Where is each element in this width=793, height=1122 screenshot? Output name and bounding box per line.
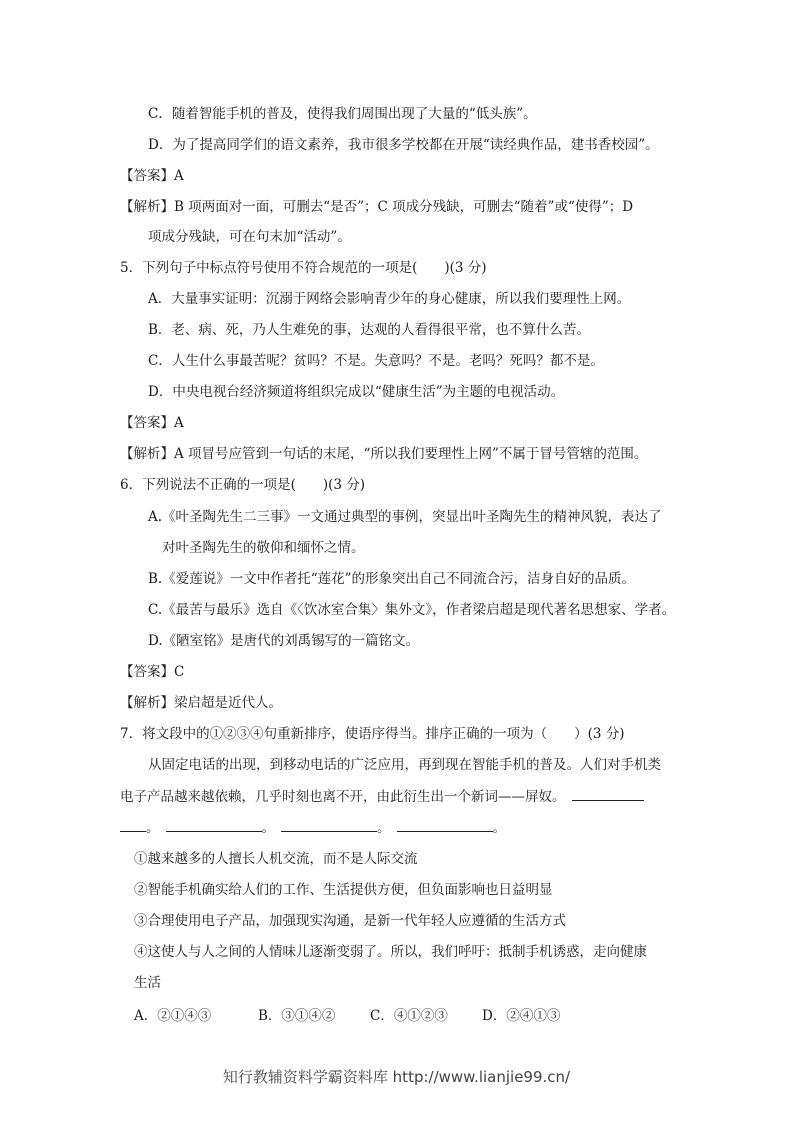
q7-choice-b: B．③①④② xyxy=(258,1008,336,1024)
q4-option-d: D．为了提高同学们的语文素养，我市很多学校都在开展“读经典作品，建书香校园”。 xyxy=(148,137,659,153)
q7-choice-c: C．④①②③ xyxy=(370,1008,448,1024)
q6-option-d: D.《陋室铭》是唐代的刘禹锡写的一篇铭文。 xyxy=(148,633,420,649)
answer-blank-3[interactable] xyxy=(281,817,377,832)
q5-option-c: C．人生什么事最苦呢？贫吗？不是。失意吗？不是。老吗？死吗？都不是。 xyxy=(148,353,604,369)
q5-answer: 【答案】A xyxy=(120,415,184,431)
q6-option-a-line2: 对叶圣陶先生的敬仰和缅怀之情。 xyxy=(162,540,365,556)
q6-option-c: C.《最苦与最乐》选自《〈饮冰室合集〉集外文》，作者梁启超是现代著名思想家、学者。 xyxy=(148,602,676,618)
answer-blank-4[interactable] xyxy=(397,817,493,832)
q7-item-4-line2: 生活 xyxy=(134,975,161,991)
q7-item-4-line1: ④这使人与人之间的人情味儿逐渐变弱了。所以，我们呼吁：抵制手机诱惑，走向健康 xyxy=(134,944,647,960)
q6-option-b: B.《爱莲说》一文中作者托“莲花”的形象突出自己不同流合污，洁身自好的品质。 xyxy=(148,571,636,587)
period: 。 xyxy=(146,820,160,836)
q4-analysis-line1: 【解析】B 项两面对一面，可删去“是否”；C 项成分残缺，可删去“随着”或“使得”；D xyxy=(120,199,634,215)
q7-choice-d: D．②④①③ xyxy=(482,1008,561,1024)
answer-blank-1b[interactable] xyxy=(120,817,146,832)
period: 。 xyxy=(377,820,391,836)
q7-item-1: ①越来越多的人擅长人机交流，而不是人际交流 xyxy=(134,851,418,867)
q6-stem: 6．下列说法不正确的一项是( )(3 分) xyxy=(120,477,366,493)
q5-option-a: A．大量事实证明：沉溺于网络会影响青少年的身心健康，所以我们要理性上网。 xyxy=(148,291,631,307)
answer-blank-1a[interactable] xyxy=(572,786,644,801)
q7-stem: 7．将文段中的①②③④句重新排序，使语序得当。排序正确的一项为（ ）(3 分) xyxy=(120,726,625,742)
q7-passage-line1: 从固定电话的出现，到移动电话的广泛应用，再到现在智能手机的普及。人们对手机类 xyxy=(148,757,661,773)
period: 。 xyxy=(261,820,275,836)
q4-answer: 【答案】A xyxy=(120,168,184,184)
q7-item-3: ③合理使用电子产品，加强现实沟通，是新一代年轻人应遵循的生活方式 xyxy=(134,913,566,929)
q7-blanks-row xyxy=(120,817,506,838)
q4-option-c: C．随着智能手机的普及，使得我们周围出现了大量的“低头族”。 xyxy=(148,106,537,122)
q6-analysis: 【解析】梁启超是近代人。 xyxy=(120,695,282,711)
q5-option-d: D．中央电视台经济频道将组织完成以“健康生活”为主题的电视活动。 xyxy=(148,384,565,400)
answer-blank-2[interactable] xyxy=(166,817,262,832)
q4-analysis-line2: 项成分残缺，可在句末加“活动”。 xyxy=(148,229,351,245)
q5-option-b: B．老、病、死，乃人生难免的事，达观的人看得很平常，也不算什么苦。 xyxy=(148,322,590,338)
footer-watermark: 知行教辅资料学霸资料库 http://www.lianjie99.cn/ xyxy=(222,1068,571,1086)
q7-passage-line2 xyxy=(120,786,644,807)
q7-item-2: ②智能手机确实给人们的工作、生活提供方便，但负面影响也日益明显 xyxy=(134,882,553,898)
period: 。 xyxy=(492,820,506,836)
q6-answer: 【答案】C xyxy=(120,664,185,680)
q5-analysis: 【解析】A 项冒号应管到一句话的末尾，“所以我们要理性上网”不属于冒号管辖的范围。 xyxy=(120,446,648,462)
q6-option-a-line1: A.《叶圣陶先生二三事》一文通过典型的事例，突显出叶圣陶先生的精神风貌，表达了 xyxy=(148,509,662,525)
q5-stem: 5．下列句子中标点符号使用不符合规范的一项是( )(3 分) xyxy=(120,260,487,276)
q7-choice-a: A．②①④③ xyxy=(134,1008,212,1024)
q7-passage-line2-text: 电子产品越来越依赖，几乎时刻也离不开，由此衍生出一个新词——屏奴。 xyxy=(120,789,566,805)
